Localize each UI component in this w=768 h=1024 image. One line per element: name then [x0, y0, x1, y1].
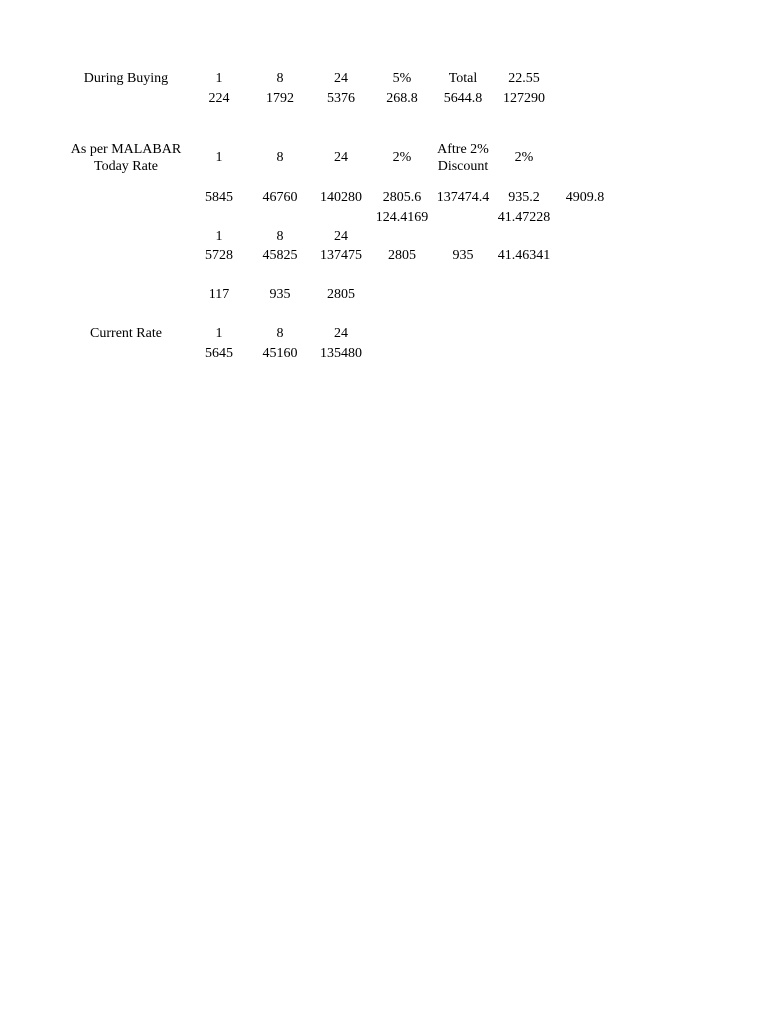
malabar-label-line1: As per MALABAR: [70, 142, 182, 157]
malabar-header-c3: 24: [334, 150, 348, 165]
malabar-r2-c4: 124.4169: [375, 210, 429, 225]
malabar-r4-c1: 5728: [205, 248, 233, 263]
current-rate-r1-c2: 8: [276, 326, 284, 341]
malabar-r1-c4: 2805.6: [382, 190, 422, 205]
during-buying-r1-c3: 24: [334, 71, 348, 86]
during-buying-label: During Buying: [83, 71, 169, 86]
malabar-r4-c2: 45825: [262, 248, 298, 263]
during-buying-r1-c6: 22.55: [508, 71, 540, 86]
malabar-r4-c6: 41.46341: [497, 248, 551, 263]
malabar-r5-c3: 2805: [327, 287, 355, 302]
during-buying-r2-c4: 268.8: [386, 91, 418, 106]
malabar-r1-c2: 46760: [262, 190, 298, 205]
malabar-r1-c5: 137474.4: [436, 190, 490, 205]
malabar-header-c4: 2%: [392, 150, 412, 165]
malabar-r4-c4: 2805: [388, 248, 416, 263]
malabar-r4-c5: 935: [452, 248, 474, 263]
malabar-r5-c1: 117: [208, 287, 230, 302]
current-rate-r1-c1: 1: [215, 326, 223, 341]
malabar-label-line2: Today Rate: [94, 159, 158, 174]
malabar-header-c2: 8: [276, 150, 284, 165]
malabar-r1-c7: 4909.8: [565, 190, 605, 205]
during-buying-r1-c1: 1: [215, 71, 223, 86]
during-buying-r2-c1: 224: [208, 91, 230, 106]
malabar-r2-c6: 41.47228: [497, 210, 551, 225]
malabar-r1-c3: 140280: [320, 190, 362, 205]
during-buying-r1-c2: 8: [276, 71, 284, 86]
current-rate-r1-c3: 24: [334, 326, 348, 341]
during-buying-r2-c2: 1792: [266, 91, 294, 106]
current-rate-r2-c2: 45160: [262, 346, 298, 361]
malabar-r4-c3: 137475: [320, 248, 362, 263]
current-rate-r2-c3: 135480: [320, 346, 362, 361]
during-buying-r2-c5: 5644.8: [443, 91, 483, 106]
current-rate-label: Current Rate: [90, 326, 162, 341]
during-buying-r1-c4: 5%: [392, 71, 412, 86]
malabar-r3-c1: 1: [215, 229, 223, 244]
malabar-r5-c2: 935: [269, 287, 291, 302]
malabar-r1-c1: 5845: [205, 190, 233, 205]
during-buying-r2-c3: 5376: [327, 91, 355, 106]
during-buying-r2-c6: 127290: [503, 91, 545, 106]
malabar-r1-c6: 935.2: [508, 190, 540, 205]
malabar-discount-line2: Discount: [437, 159, 489, 174]
malabar-discount-line1: Aftre 2%: [437, 142, 489, 157]
malabar-r3-c2: 8: [276, 229, 284, 244]
during-buying-r1-c5: Total: [448, 71, 478, 86]
current-rate-r2-c1: 5645: [205, 346, 233, 361]
malabar-header-c1: 1: [215, 150, 223, 165]
malabar-r3-c3: 24: [334, 229, 348, 244]
malabar-header-c6: 2%: [514, 150, 534, 165]
